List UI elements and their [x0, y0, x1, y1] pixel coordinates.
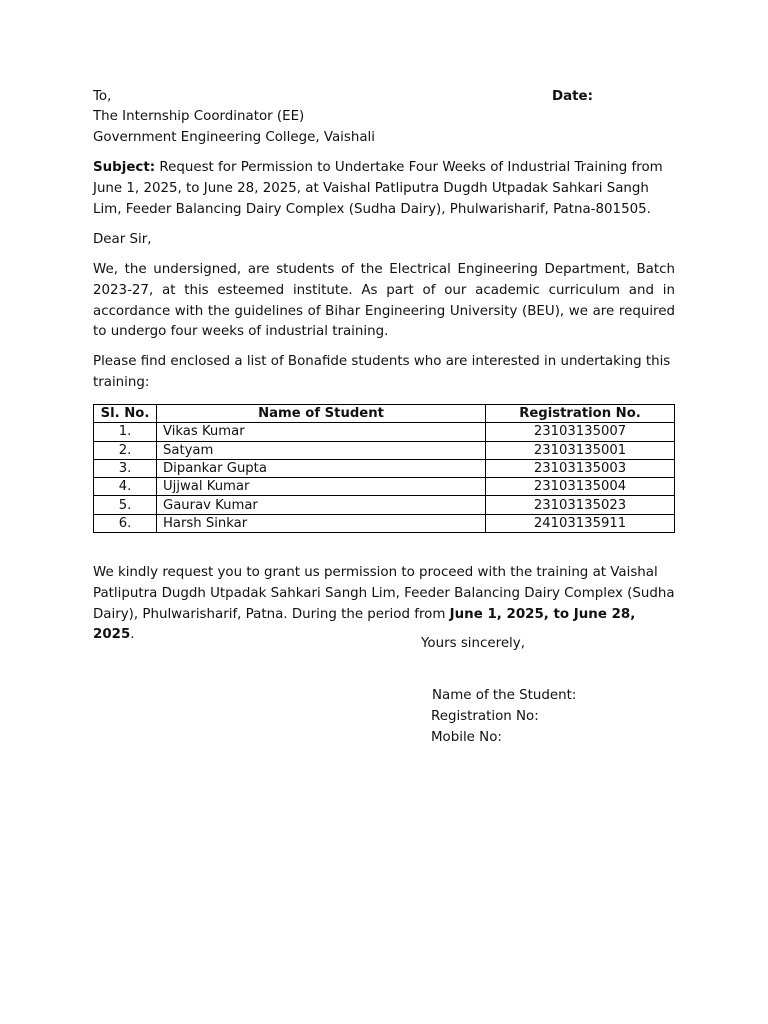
- intro-paragraph: We, the undersigned, are students of the Electrical Engineering Department, Batch 2023-27, at this esteemed institute. As part of our academic curriculum and in accordance with the guidelines of Bihar Engineering University (BEU), we are required to undergo four weeks of industrial training.: [93, 262, 675, 340]
- table-header-row: [94, 405, 675, 423]
- table-row: [94, 459, 675, 477]
- cell-registration: 23103135001: [486, 441, 675, 459]
- request-text: We kindly request you to grant us permission to proceed with the training at Vaishal Patliputra Dugdh Utpadak Sahkari Sangh Lim, Feeder Balancing Dairy Complex (Sudha Dairy), Phulwarisharif, Patna. During the period from: [93, 565, 675, 622]
- cell-sl-no: 6.: [94, 514, 157, 532]
- subject-paragraph: [93, 158, 675, 220]
- cell-registration: 23103135007: [486, 423, 675, 441]
- subject-text: Request for Permission to Undertake Four Weeks of Industrial Training from June 1, 2025, to June 28, 2025, at Vaishal Patliputra Dugdh Utpadak Sahkari Sangh Lim, Feeder Balancing Dairy Complex (Sudha Dairy), Phulwarisharif, Patna-801505.: [93, 160, 663, 217]
- recipient-institution: Government Engineering College, Vaishali: [93, 130, 375, 145]
- table-row: [94, 478, 675, 496]
- registration-label: Registration No:: [431, 709, 539, 724]
- cell-sl-no: 5.: [94, 496, 157, 514]
- student-name-label: Name of the Student:: [432, 688, 577, 703]
- request-paragraph: [93, 563, 675, 646]
- enclosure-paragraph: Please find enclosed a list of Bonafide students who are interested in undertaking this training:: [93, 354, 671, 390]
- cell-student-name: Dipankar Gupta: [157, 459, 486, 477]
- mobile-label: Mobile No:: [431, 730, 502, 745]
- cell-student-name: Vikas Kumar: [157, 423, 486, 441]
- header-sl-no: Sl. No.: [94, 405, 157, 423]
- students-table: [93, 404, 675, 533]
- cell-student-name: Harsh Sinkar: [157, 514, 486, 532]
- salutation: Dear Sir,: [93, 232, 152, 247]
- cell-student-name: Gaurav Kumar: [157, 496, 486, 514]
- cell-registration: 23103135003: [486, 459, 675, 477]
- to-line: To,: [93, 89, 112, 104]
- header-registration: Registration No.: [486, 405, 675, 423]
- cell-student-name: Satyam: [157, 441, 486, 459]
- cell-registration: 24103135911: [486, 514, 675, 532]
- table-row: [94, 514, 675, 532]
- request-end: .: [130, 627, 135, 643]
- cell-sl-no: 4.: [94, 478, 157, 496]
- cell-registration: 23103135004: [486, 478, 675, 496]
- subject-label: Subject:: [93, 160, 156, 175]
- cell-student-name: Ujjwal Kumar: [157, 478, 486, 496]
- header-name: Name of Student: [157, 405, 486, 423]
- training-period: June 1, 2025, to June 28, 2025: [93, 606, 636, 643]
- cell-registration: 23103135023: [486, 496, 675, 514]
- cell-sl-no: 2.: [94, 441, 157, 459]
- table-row: [94, 423, 675, 441]
- table-row: [94, 496, 675, 514]
- table-row: [94, 441, 675, 459]
- date-label: Date:: [552, 89, 593, 104]
- recipient-title: The Internship Coordinator (EE): [93, 109, 305, 124]
- cell-sl-no: 3.: [94, 459, 157, 477]
- closing-salutation: Yours sincerely,: [421, 636, 525, 651]
- cell-sl-no: 1.: [94, 423, 157, 441]
